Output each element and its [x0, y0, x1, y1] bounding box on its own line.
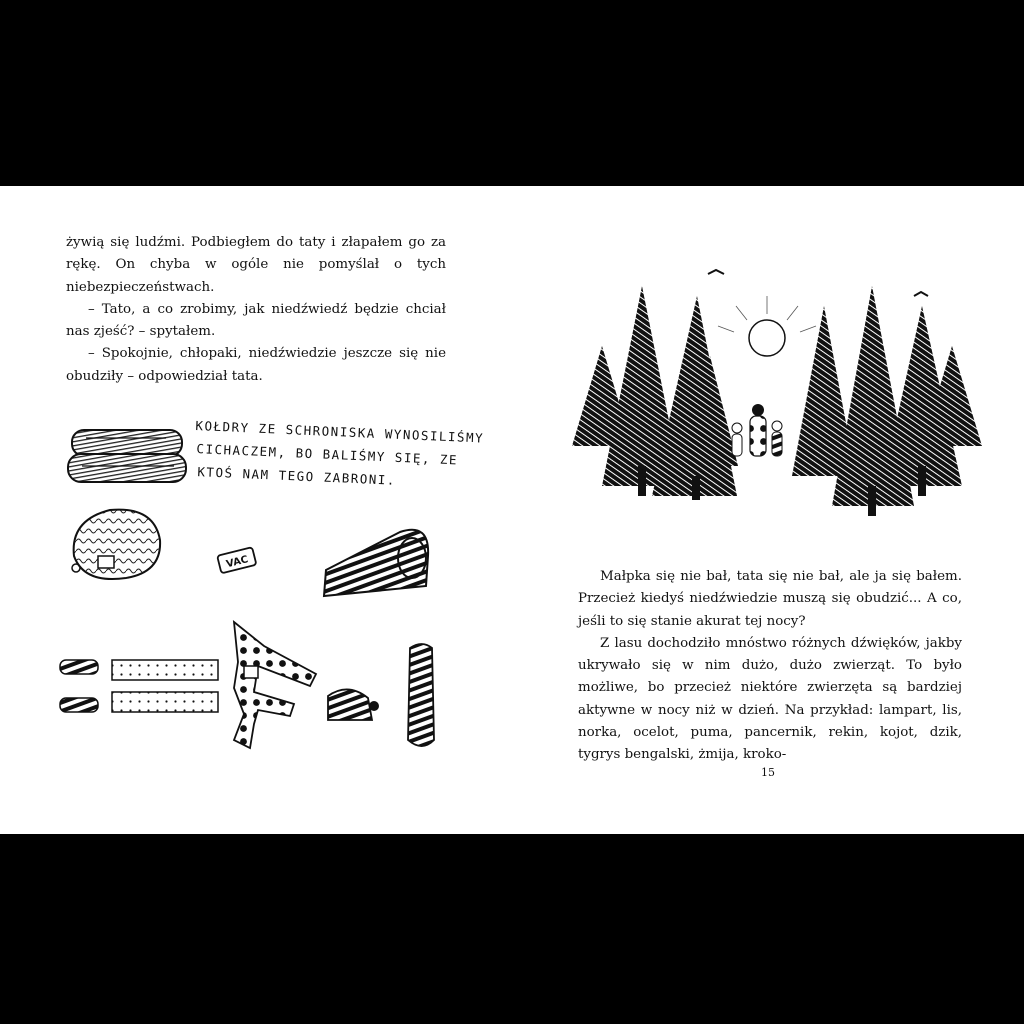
- folded-blanket-illustration: [66, 418, 196, 498]
- left-trees: [572, 286, 738, 500]
- book-spread: [0, 186, 1024, 834]
- bag-tag-illustration: [216, 546, 260, 576]
- forest-illustration: [562, 266, 992, 526]
- right-paragraph-1: Małpka się nie bał, tata się nie bał, ale ja się bałem. Przecież kiedyś niedźwiedzie muszą się obudzić... A co, jeśli to się stanie akurat tej nocy?: [578, 569, 962, 629]
- caption-line-1: KOŁDRY ZE SCHRONISKA WYNOSILIŚMY: [195, 417, 485, 446]
- caption-line-2: CICHACZEM, BO BALIŚMY SIĘ, ZE: [196, 441, 459, 468]
- left-paragraph-1: żywią się ludźmi. Podbiegłem do taty i złapałem go za rękę. On chyba w ogóle nie pomyślał o tych niebezpieczeństwach.: [66, 235, 446, 295]
- pajamas-illustration: [54, 652, 224, 732]
- left-page-text: [66, 232, 446, 388]
- striped-sock-illustration: [402, 640, 442, 760]
- left-paragraph-2: – Tato, a co zrobimy, jak niedźwiedź będzie chciał nas zjeść? – spytałem.: [66, 301, 446, 340]
- striped-bedroll-illustration: [316, 516, 436, 606]
- sleeping-bag-illustration: [66, 506, 166, 586]
- page-number: 15: [761, 766, 775, 779]
- right-page-text: [578, 566, 962, 767]
- left-page: [0, 186, 512, 834]
- left-paragraph-3: – Spokojnie, chłopaki, niedźwiedzie jeszcze się nie obudziły – odpowiedział tata.: [66, 346, 446, 384]
- walking-figures: [732, 404, 782, 456]
- caption-line-3: KTOŚ NAM TEGO ZABRONI.: [197, 464, 397, 488]
- polka-dot-shirt-illustration: [224, 618, 334, 768]
- right-page: [512, 186, 1024, 834]
- handwritten-caption: [193, 414, 496, 496]
- striped-hat-illustration: [324, 682, 384, 732]
- bag-tag-text: VAC: [225, 554, 250, 571]
- right-trees: [792, 286, 982, 516]
- right-paragraph-2: Z lasu dochodziło mnóstwo różnych dźwięków, jakby ukrywało się w nim dużo, dużo zwierząt. To było możliwe, bo przecież niektóre zwierzęta są bardziej aktywne w nocy niż w dzień. Na przykład: lampart, lis, norka, ocelot, puma, pancernik, rekin, kojot, dzik, tygrys bengalski, żmija, kroko-: [578, 635, 962, 763]
